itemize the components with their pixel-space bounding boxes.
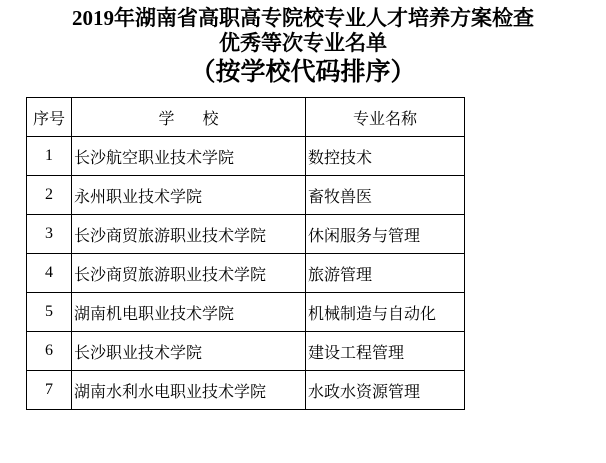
table-body <box>27 137 465 410</box>
cell-major: 休闲服务与管理 <box>306 215 465 254</box>
table-row <box>27 293 465 332</box>
table-header-row <box>27 98 465 137</box>
cell-major: 旅游管理 <box>306 254 465 293</box>
cell-no: 2 <box>27 176 72 215</box>
table-row <box>27 215 465 254</box>
cell-school: 长沙航空职业技术学院 <box>72 137 306 176</box>
cell-no: 4 <box>27 254 72 293</box>
document-title-block <box>20 6 586 87</box>
table-header <box>27 98 465 137</box>
cell-school: 永州职业技术学院 <box>72 176 306 215</box>
table-row <box>27 137 465 176</box>
page-title-line-2: 优秀等次专业名单 <box>219 30 387 55</box>
major-list-table <box>26 97 465 410</box>
cell-no: 7 <box>27 371 72 410</box>
cell-no: 1 <box>27 137 72 176</box>
cell-major: 畜牧兽医 <box>306 176 465 215</box>
page-subtitle: （按学校代码排序） <box>190 58 416 86</box>
cell-major: 建设工程管理 <box>306 332 465 371</box>
cell-no: 3 <box>27 215 72 254</box>
column-header-no: 序号 <box>27 98 72 137</box>
cell-school: 长沙职业技术学院 <box>72 332 306 371</box>
cell-school: 长沙商贸旅游职业技术学院 <box>72 215 306 254</box>
cell-major: 水政水资源管理 <box>306 371 465 410</box>
column-header-school <box>72 98 306 137</box>
table-row <box>27 254 465 293</box>
cell-school: 湖南水利水电职业技术学院 <box>72 371 306 410</box>
cell-no: 5 <box>27 293 72 332</box>
table-row <box>27 332 465 371</box>
cell-major: 数控技术 <box>306 137 465 176</box>
cell-no: 6 <box>27 332 72 371</box>
page-title-line-1: 2019年湖南省高职高专院校专业人才培养方案检查 <box>72 6 534 30</box>
table-row <box>27 371 465 410</box>
cell-school: 湖南机电职业技术学院 <box>72 293 306 332</box>
table-row <box>27 176 465 215</box>
column-header-school-text: 学 校 <box>158 110 231 128</box>
cell-major: 机械制造与自动化 <box>306 293 465 332</box>
cell-school: 长沙商贸旅游职业技术学院 <box>72 254 306 293</box>
column-header-major: 专业名称 <box>306 98 465 137</box>
